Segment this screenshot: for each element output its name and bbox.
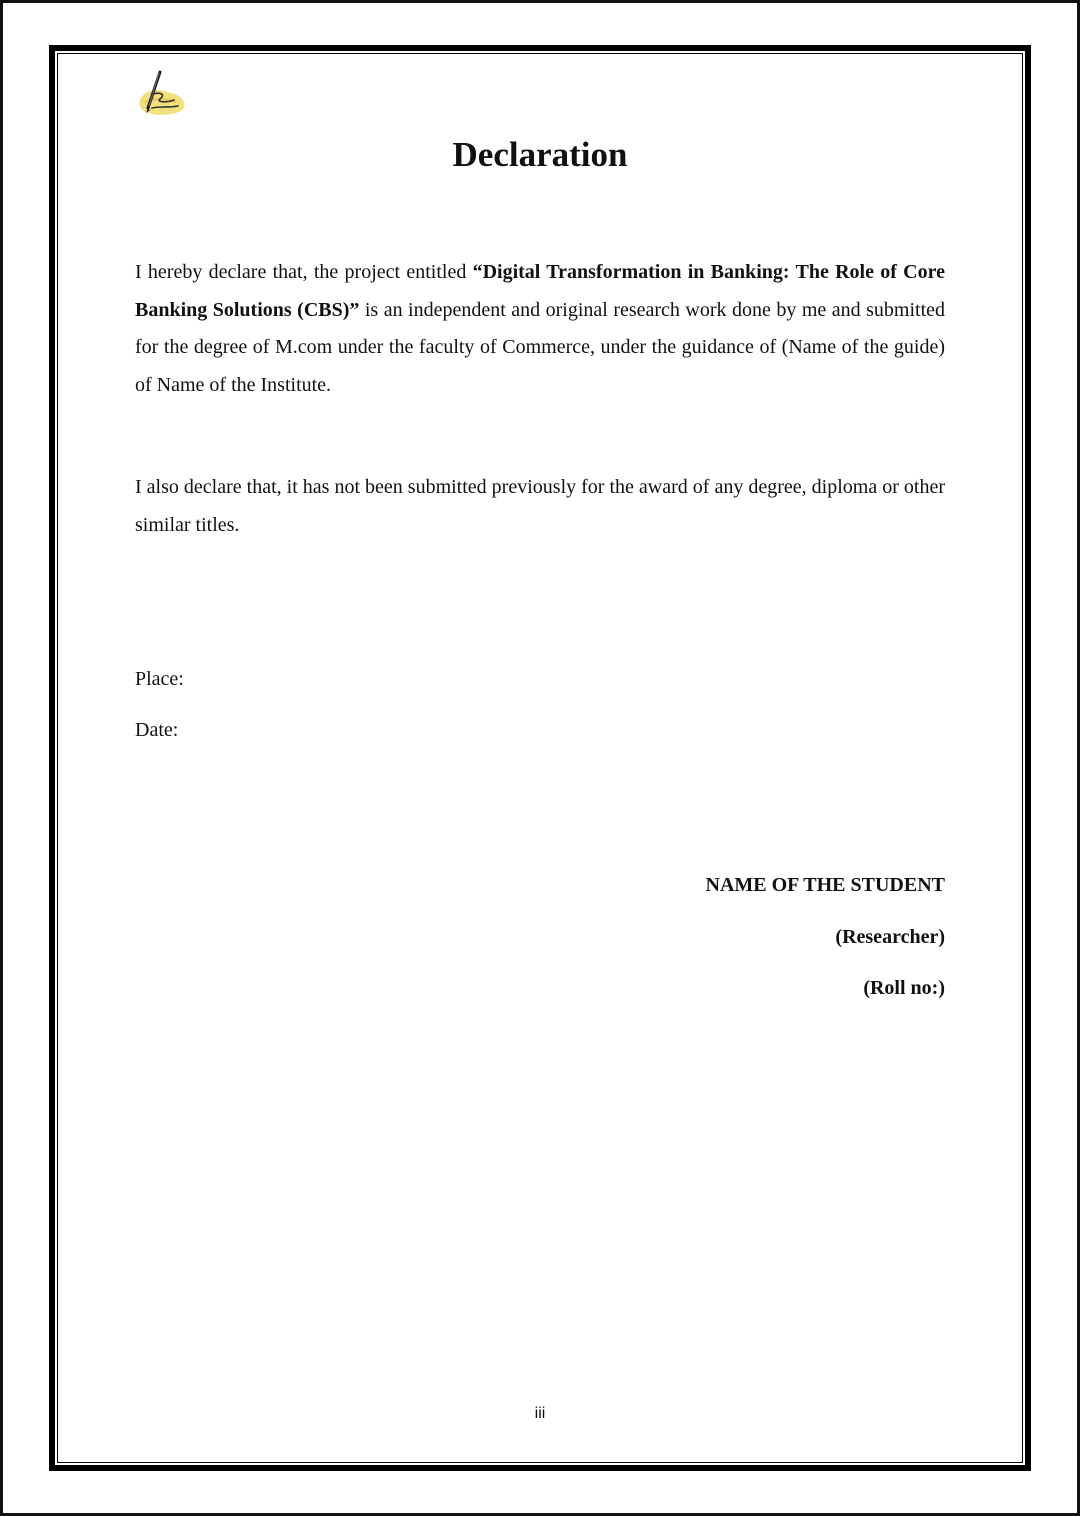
- date-label: Date:: [135, 719, 179, 741]
- project-title: “Digital Transformation in Banking: The Role of Core Banking Solutions (CBS)”: [135, 261, 945, 321]
- paragraph-1-intro: I hereby declare that, the project entitled: [135, 261, 473, 283]
- page-title: Declaration: [452, 135, 628, 174]
- page-number: iii: [534, 1405, 546, 1422]
- student-name: NAME OF THE STUDENT: [705, 874, 945, 896]
- student-roll-number: (Roll no:): [863, 977, 945, 999]
- student-role: (Researcher): [835, 926, 945, 948]
- declaration-paragraph-2: I also declare that, it has not been submitted previously for the award of any degree, diploma or other similar titles.: [135, 476, 945, 536]
- declaration-paragraph-1: [135, 254, 945, 404]
- place-label: Place:: [135, 668, 184, 690]
- pen-writing-icon: [136, 70, 190, 116]
- paragraph-1-rest: is an independent and original research work done by me and submitted for the degree of M.com under the faculty of Commerce, under the guidance of (Name of the guide) of Name of the Institute.: [135, 298, 945, 396]
